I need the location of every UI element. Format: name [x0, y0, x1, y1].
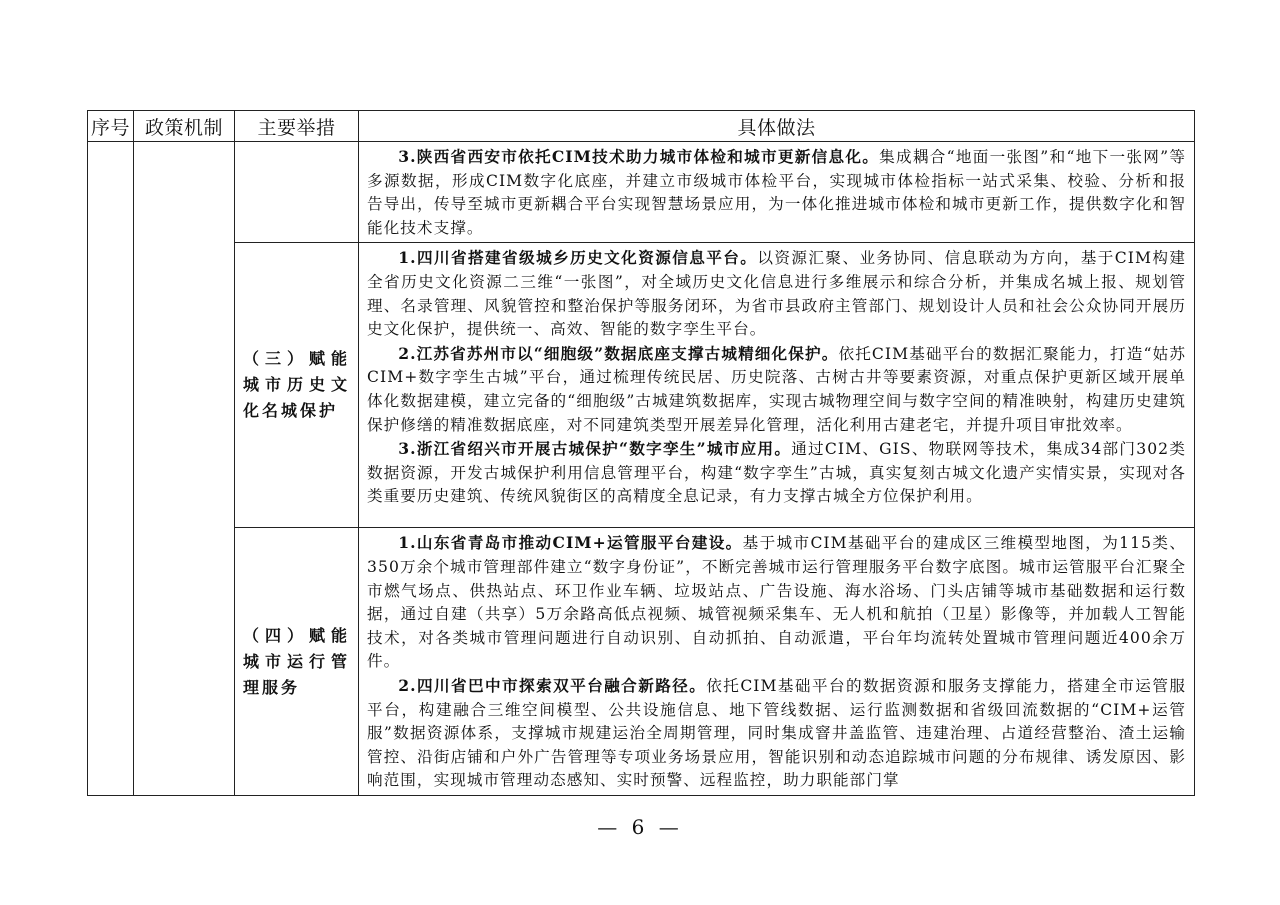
table-header-row: [88, 111, 1195, 142]
detail-cell: [359, 142, 1195, 243]
table-row: [88, 142, 1195, 243]
practice-paragraph: [367, 342, 1186, 437]
practice-lead: 3.陕西省西安市依托CIM技术助力城市体检和城市更新信息化。: [398, 147, 880, 166]
detail-cell: [359, 528, 1195, 796]
measure-cell: [235, 142, 359, 243]
practice-body: 以资源汇聚、业务协同、信息联动为方向，基于CIM构建全省历史文化资源二三维“一张图”，对全域历史文化信息进行多维展示和综合分析，并集成名城上报、规划管理、名录管理、风貌管控和整治保护等服务闭环，为省市县政府主管部门、规划设计人员和社会公众协同开展历史文化保护，提供统一、高效、智能的数字孪生平台。: [367, 249, 1186, 339]
practice-lead: 2.四川省巴中市探索双平台融合新路径。: [398, 675, 707, 695]
index-cell: [88, 142, 134, 796]
measure-cell: （三）赋能城市历史文化名城保护: [235, 243, 359, 528]
header-policy-mechanism: 政策机制: [134, 111, 235, 142]
practice-paragraph: [367, 531, 1186, 674]
practice-paragraph: [367, 674, 1186, 793]
header-main-measures: 主要举措: [235, 111, 359, 142]
policy-mechanism-cell: [134, 142, 235, 796]
practice-lead: 1.四川省搭建省级城乡历史文化资源信息平台。: [398, 248, 758, 268]
practice-paragraph: [367, 145, 1186, 240]
practice-lead: 1.山东省青岛市推动CIM+运管服平台建设。: [398, 533, 743, 553]
detail-cell: [359, 243, 1195, 528]
measure-cell: （四）赋能城市运行管理服务: [235, 528, 359, 796]
header-index: 序号: [88, 111, 134, 142]
practice-body: 通过CIM、GIS、物联网等技术，集成34部门302类数据资源，开发古城保护利用信息管理平台，构建“数字孪生”古城，真实复刻古城文化遗产实情实景，实现对各类重要历史建筑、传统风貌街区的高精度全息记录，有力支撑古城全方位保护利用。: [367, 440, 1186, 506]
table-row: [88, 528, 1195, 796]
header-specific-practices: 具体做法: [359, 111, 1195, 142]
practice-body: 依托CIM基础平台的数据汇聚能力，打造“姑苏CIM+数字孪生古城”平台，通过梳理传统民居、历史院落、古树古井等要素资源，对重点保护更新区域开展单体化数据建模，建立完备的“细胞级”古城建筑数据库，实现古城物理空间与数字空间的精准映射，构建历史建筑保护修缮的精准数据底座，对不同建筑类型开展差异化管理，活化利用古建老宅，并提升项目审批效率。: [367, 344, 1186, 434]
practice-body: 基于城市CIM基础平台的建成区三维模型地图，为115类、350万余个城市管理部件建立“数字身份证”，不断完善城市运行管理服务平台数字底图。城市运管服平台汇聚全市燃气场点、供热站点、环卫作业车辆、垃圾站点、广告设施、海水浴场、门头店铺等城市基础数据和运行数据，通过自建（共享）5万余路高低点视频、城管视频采集车、无人机和航拍（卫星）影像等，并加载人工智能技术，对各类城市管理问题进行自动识别、自动抓拍、自动派遣，平台年均流转处置城市管理问题近400余万件。: [367, 534, 1186, 671]
practice-lead: 2.江苏省苏州市以“细胞级”数据底座支撑古城精细化保护。: [398, 343, 839, 363]
page-number: — 6 —: [597, 815, 683, 839]
practice-paragraph: [367, 246, 1186, 341]
practice-lead: 3.浙江省绍兴市开展古城保护“数字孪生”城市应用。: [398, 439, 792, 459]
policy-table: [87, 110, 1195, 796]
practice-paragraph: [367, 437, 1186, 509]
practice-body: 集成耦合“地面一张图”和“地下一张网”等多源数据，形成CIM数字化底座，并建立市级城市体检平台，实现城市体检指标一站式采集、校验、分析和报告导出，传导至城市更新耦合平台实现智慧场景应用，为一体化推进城市体检和城市更新工作，提供数字化和智能化技术支撑。: [367, 148, 1187, 237]
practice-body: 依托CIM基础平台的数据资源和服务支撑能力，搭建全市运管服平台，构建融合三维空间模型、公共设施信息、地下管线数据、运行监测数据和省级回流数据的“CIM+运管服”数据资源体系，支撑城市规建运治全周期管理，同时集成窨井盖监管、违建治理、占道经营整治、渣土运输管控、沿街店铺和户外广告管理等专项业务场景应用，智能识别和动态追踪城市问题的分布规律、诱发原因、影响范围，实现城市管理动态感知、实时预警、远程监控，助力职能部门掌: [367, 676, 1186, 790]
table-row: [88, 243, 1195, 528]
